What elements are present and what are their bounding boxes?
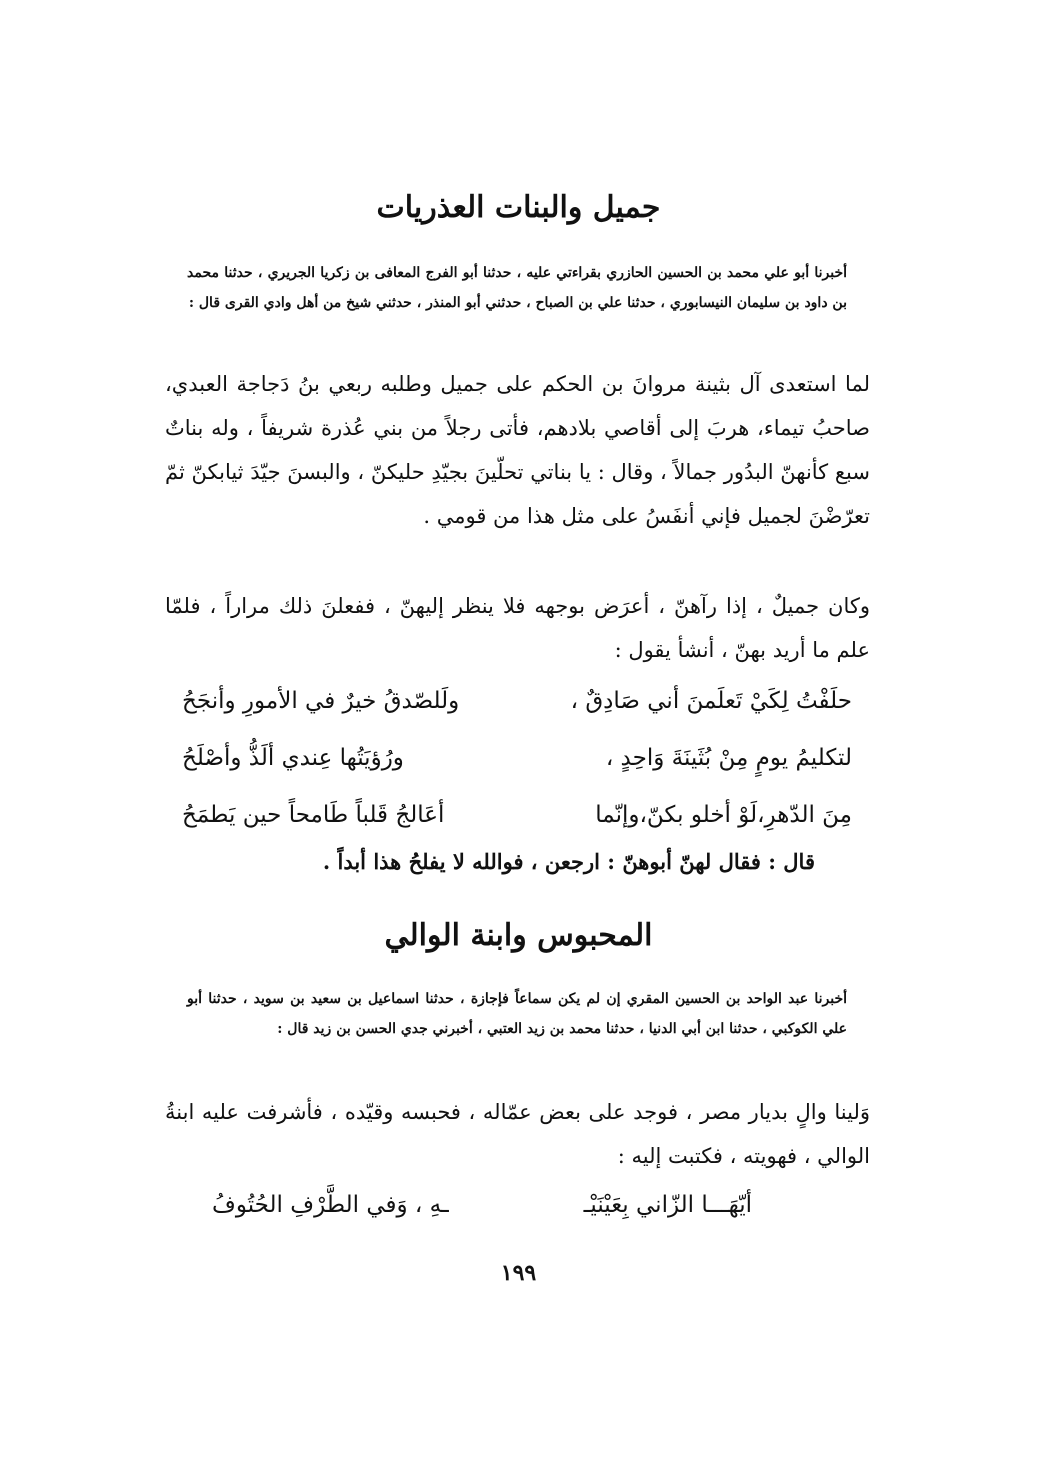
section-title-mahbus: المحبوس وابنة الوالي — [384, 918, 653, 953]
verse-second-hemistich: أعَالجُ قَلباً طَامحاً حين يَطمَحُ — [182, 802, 445, 828]
poem-verse-4 — [182, 1180, 852, 1230]
closing-line: قال : فقال لهنّ أبوهنّ : ارجعن ، فوالله لا يفلحُ هذا أبداً . — [322, 849, 815, 874]
verse-second-hemistich: ولَلصّدقُ خيرٌ في الأمورِ وأنجَحُ — [182, 688, 460, 714]
poem-verse-1 — [182, 676, 852, 726]
verse-first-hemistich: أيّهَـــا الزّاني بِعَيْنَيْـ — [583, 1192, 752, 1218]
narrative-paragraph-3: وَلينا والٍ بديار مصر ، فوجد على بعض عمّاله ، فحبسه وقيّده ، فأشرفت عليه ابنةُ الوالي ، فهويته ، فكتبت إليه : — [165, 1100, 870, 1168]
verse-second-hemistich: ـهِ ، وَفي الطَّرْفِ الحُتُوفُ — [212, 1192, 449, 1218]
poem-verse-2 — [182, 733, 852, 783]
isnad-chain-1: أخبرنا أبو علي محمد بن الحسين الحازري بقراءتي عليه ، حدثنا أبو الفرج المعافى بن زكريا الجريري ، حدثنا محمد بن داود بن سليمان النيسابوري ، حدثنا علي بن الصباح ، حدثني أبو المنذر ، حدثني شيخ من أهل وادي القرى قال : — [187, 265, 847, 311]
verse-second-hemistich: ورُؤيَتُها عِندي ألَذُّ وأصْلَحُ — [182, 745, 404, 771]
verse-first-hemistich: مِنَ الدّهرِ،لَوْ أخلو بكنّ،وإنّما — [595, 802, 852, 828]
section-title-jamil: جميل والبنات العذريات — [376, 190, 661, 225]
narrative-paragraph-2: وكان جميلٌ ، إذا رآهنّ ، أعرَض بوجهه فلا ينظر إليهنّ ، ففعلنَ ذلك مراراً ، فلمّا علم ما أريد بهنّ ، أنشأ يقول : — [165, 594, 870, 662]
poem-verse-3 — [182, 790, 852, 840]
page-number: ١٩٩ — [500, 1260, 537, 1286]
verse-first-hemistich: حلَفْتُ لِكَيْ تَعلَمنَ أني صَادِقٌ ، — [570, 688, 852, 714]
verse-first-hemistich: لتكليمُ يومٍ مِنْ بُثَينَةَ وَاحِدٍ ، — [605, 745, 852, 771]
isnad-chain-2: أخبرنا عبد الواحد بن الحسين المقري إن لم يكن سماعاً فإجازة ، حدثنا اسماعيل بن سعيد بن سويد ، حدثنا أبو علي الكوكبي ، حدثنا ابن أبي الدنيا ، حدثنا محمد بن زيد العتبي ، أخبرني جدي الحسن بن زيد قال : — [187, 991, 847, 1037]
narrative-paragraph-1: لما استعدى آل بثينة مروانَ بن الحكم على جميل وطلبه ربعي بنُ دَجاجة العبدي، صاحبُ تيماء، هربَ إلى أقاصي بلادهم، فأتى رجلاً من بني عُذرة شريفاً ، وله بناتٌ سبع كأنهنّ البدُور جمالاً ، وقال : يا بناتي تحلّينَ بجيّدِ حليكنّ ، والبسنَ جيّدَ ثيابكنّ ثمّ تعرّضْنَ لجميل فإني أنفَسُ على مثل هذا من قومي . — [165, 372, 870, 528]
